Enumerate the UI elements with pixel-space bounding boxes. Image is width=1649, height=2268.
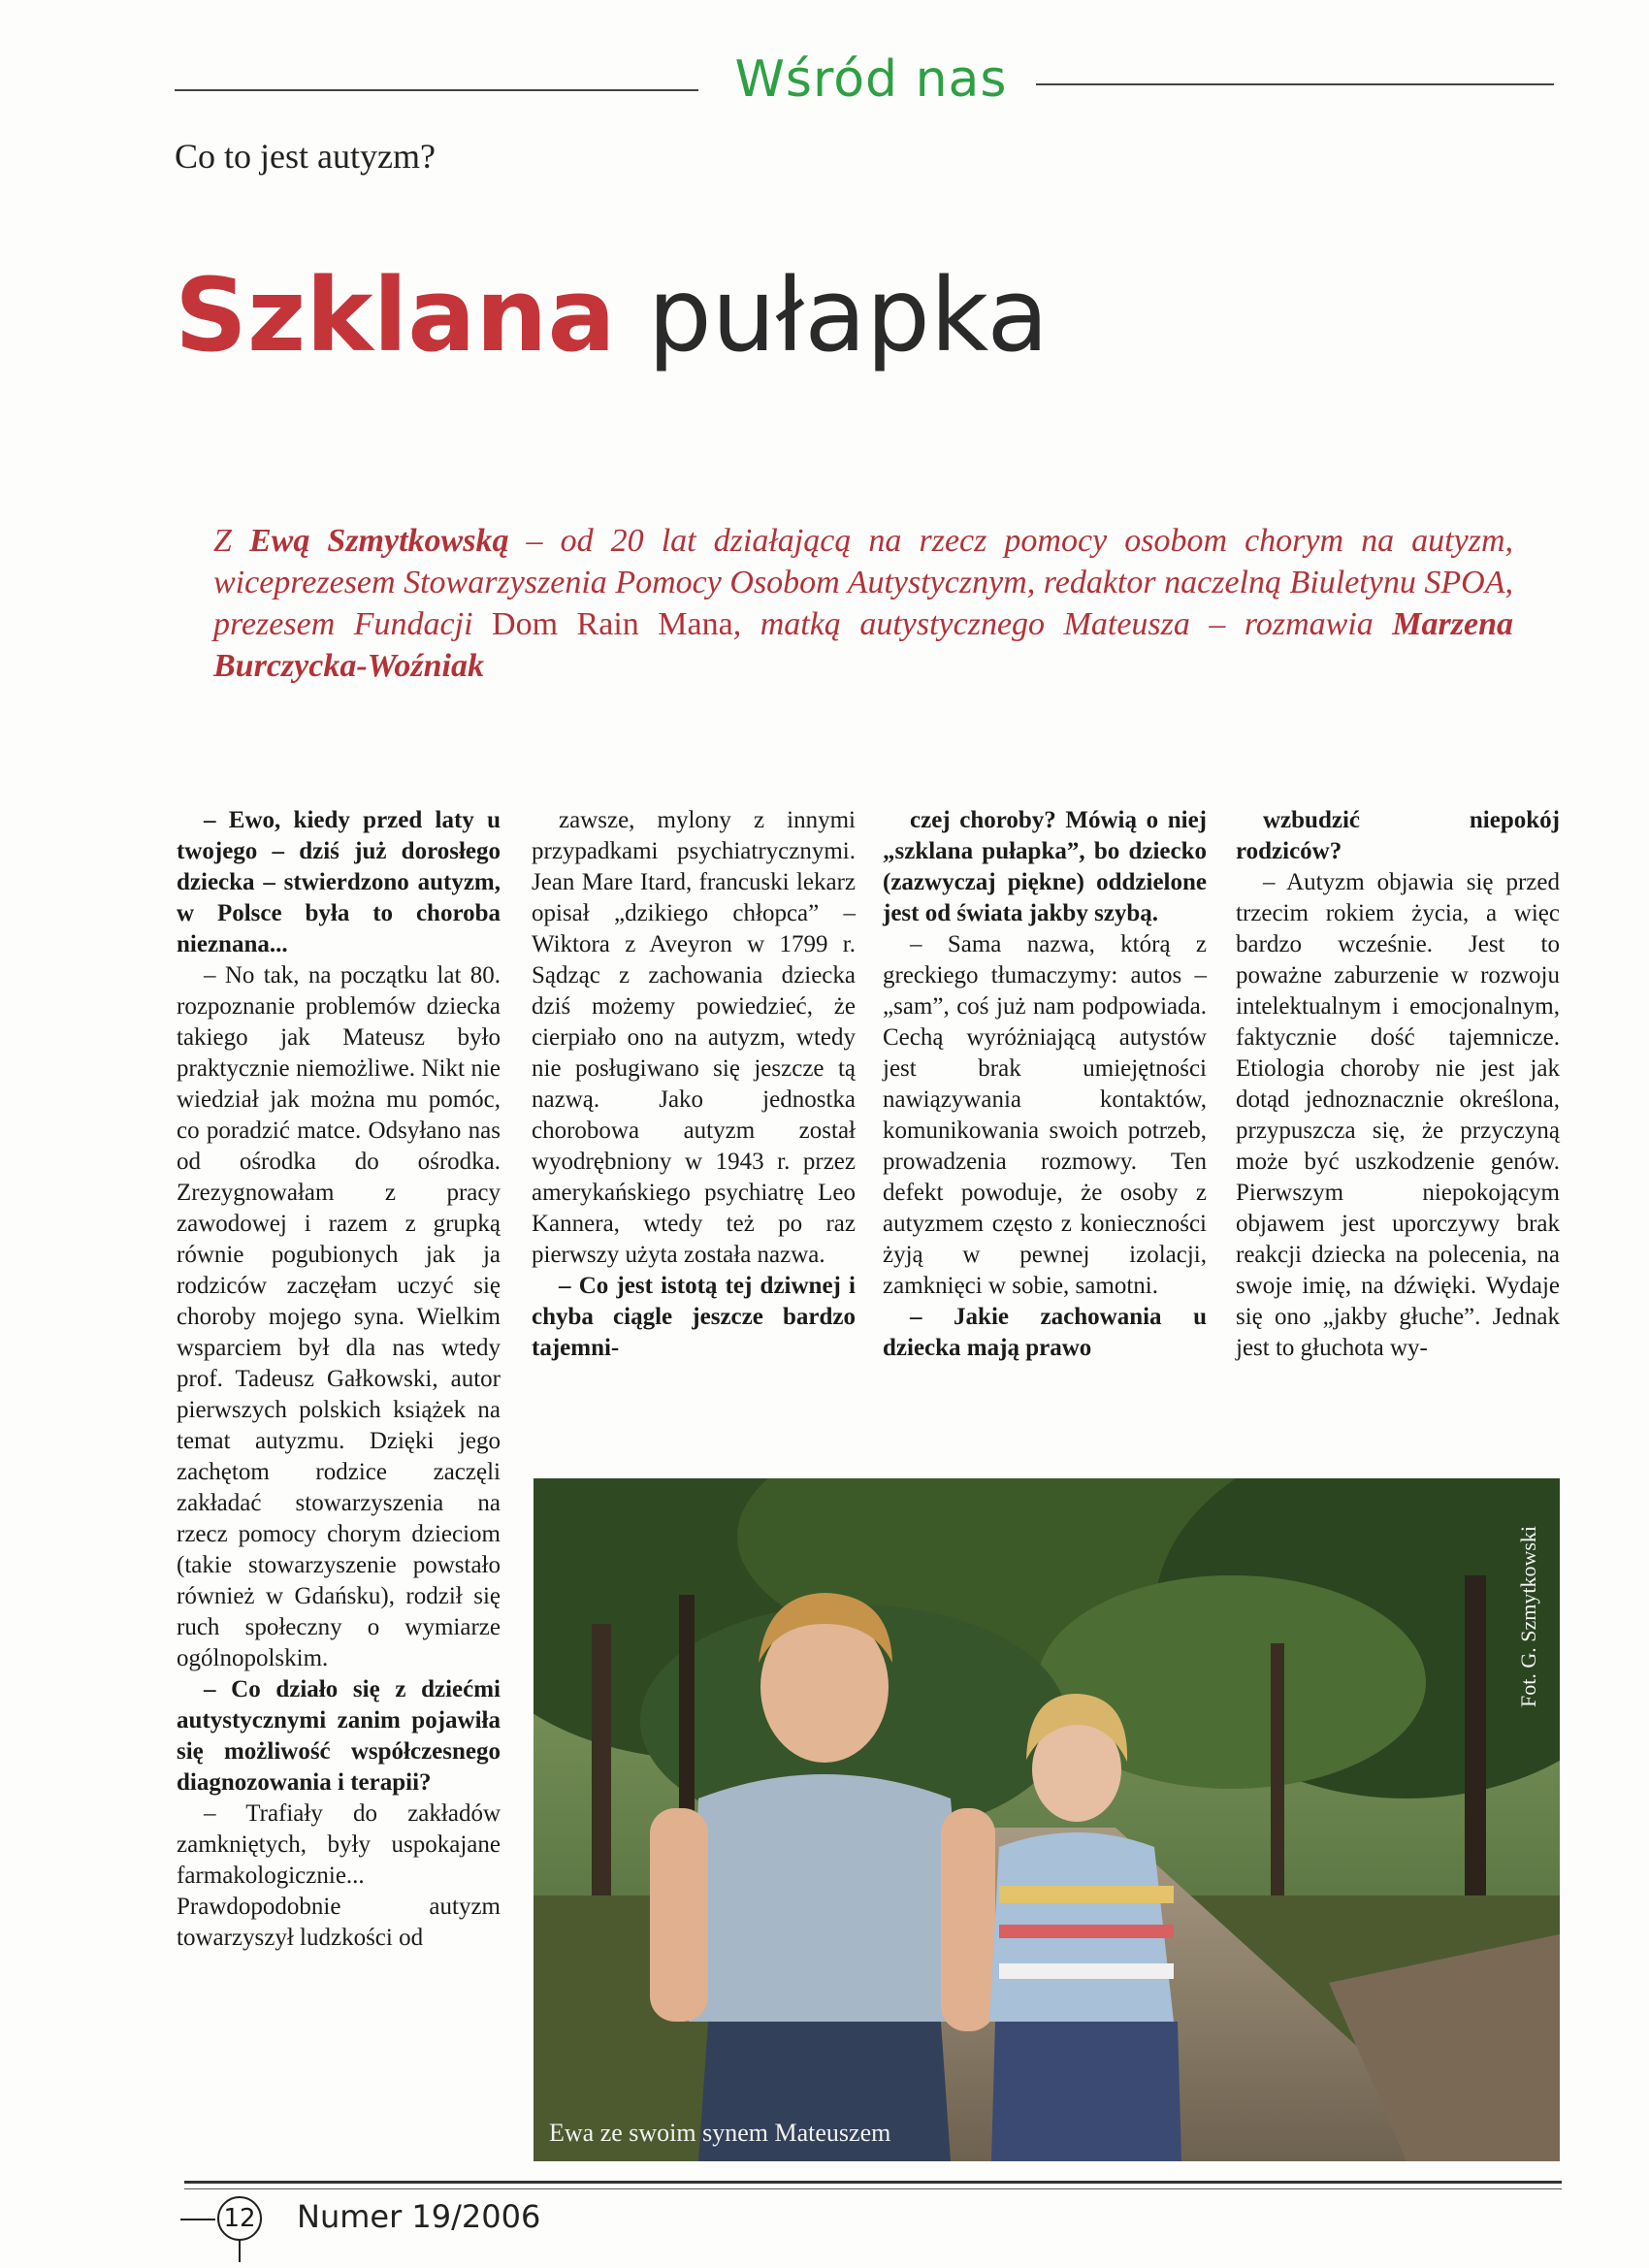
answer-paragraph: – Sama nazwa, którą z greckiego tłumaczymy: autos – „sam”, coś już nam podpowiada. Cechą wyróżniającą autystów jest brak umiejętności nawiązywania kontaktów, komunikowania swoich potrzeb, prowadzenia rozmowy. Ten defekt powoduje, że osoby z autyzmem często z konieczności żyją w pewnej izolacji, zamknięci w sobie, samotni. [883,931,1207,1299]
article-column-4 [1236,805,1560,1364]
lead-s5: , matką autystycznego Mateusza – rozmawia [732,606,1393,642]
headline [175,256,1050,374]
article-photo [534,1478,1560,2161]
page-number-tick [239,2239,241,2262]
issue-label: Numer 19/2006 [297,2198,541,2235]
header-rule-right [1036,83,1554,85]
headline-word-1: Szklana [175,256,616,374]
headline-word-2: pułapka [647,256,1050,374]
kicker: Co to jest autyzm? [175,137,436,176]
article-column-1 [177,805,501,1954]
photo-illustration [534,1478,1560,2161]
photo-credit: Fot. G. Szmytkowski [1516,1525,1540,1707]
question-paragraph: – Co działo się z dziećmi autystycznymi zanim pojawiła się możliwość współczesnego diagnozowania i terapii? [177,1676,501,1796]
answer-paragraph: – Autyzm objawia się przed trzecim rokiem życia, a więc bardzo wcześnie. Jest to poważne zaburzenie w rozwoju intelektualnym i emocjonalnym, faktycznie dość tajemnicze. Etiologia choroby nie jest jak dotąd jednoznacznie określona, przypuszcza się, że przyczyną może być uszkodzenie genów. Pierwszym niepokojącym objawem jest uporczywy brak reakcji dziecka na polecenia, na swoje imię, na dźwięki. Wydaje się ono „jakby głuche”. Jednak jest to głuchota wy- [1236,869,1560,1361]
lead-interviewee: Ewą Szmytkowską [248,523,509,559]
question-paragraph: – Co jest istotą tej dziwnej i chyba ciągle jeszcze bardzo tajemni- [532,1273,856,1361]
article-column-2 [532,805,856,1364]
header-rule-left [175,89,698,91]
question-paragraph: czej choroby? Mówią o niej „szklana pułapka”, bo dziecko (zazwyczaj piękne) oddzielone jest od świata jakby szybą. [883,807,1207,926]
lead-author: Marzena Burczycka-Woźniak [213,606,1513,684]
answer-paragraph: – Trafiały do zakładów zamkniętych, były uspokajane farmakologicznie... Prawdopodobnie autyzm towarzyszył ludzkości od [177,1800,501,1951]
answer-paragraph: – No tak, na początku lat 80. rozpoznanie problemów dziecka takiego jak Mateusz było praktycznie niemożliwe. Nikt nie wiedział jak można mu pomóc, co poradzić matce. Odsyłano nas od ośrodka do ośrodka. Zrezygnowałam z pracy zawodowej i razem z grupką równie pogubionych jak ja rodziców zaczęłam uczyć się choroby mojego syna. Wielkim wsparciem był dla nas wtedy prof. Tadeusz Gałkowski, autor pierwszych polskich książek na temat autyzmu. Dzięki jego zachętom rodzice zaczęli zakładać stowarzyszenia na rzecz pomocy chorym dzieciom (takie stowarzyszenie powstało również w Gdańsku), rodził się ruch społeczny o wymiarze ogólnopolskim. [177,962,501,1671]
page-number-dash [180,2219,215,2220]
footer-rule-thin [184,2188,1562,2189]
page-number: 12 [217,2196,262,2241]
photo-caption: Ewa ze swoim synem Mateuszem [549,2119,891,2147]
footer-rule [184,2181,1562,2184]
question-paragraph: wzbudzić niepokój rodziców? [1236,807,1560,864]
lead-paragraph [213,520,1513,687]
section-title: Wśród nas [734,50,1008,109]
answer-paragraph: zawsze, mylony z innymi przypadkami psychiatrycznymi. Jean Mare Itard, francuski lekarz opisał „dzikiego chłopca” – Wiktora z Aveyron w 1799 r. Sądząc z zachowania dziecka dziś możemy powiedzieć, że cierpiało ono na autyzm, wtedy nie posługiwano się jeszcze tą nazwą. Jako jednostka chorobowa autyzm został wyodrębniony w 1943 r. przez amerykańskiego psychiatrę Leo Kannera, wtedy też po raz pierwszy użyta została nazwa. [532,807,856,1268]
question-paragraph: – Ewo, kiedy przed laty u twojego – dziś już dorosłego dziecka – stwierdzono autyzm, w Polsce była to choroba nieznana... [177,807,501,957]
question-paragraph: – Jakie zachowania u dziecka mają prawo [883,1304,1207,1361]
lead-foundation: Dom Rain Mana [492,606,733,642]
lead-s1: Z [213,523,249,559]
article-column-3 [883,805,1207,1364]
lead-s3: – od 20 lat działającą na rzecz pomocy osobom chorym na autyzm, wiceprezesem Stowarzyszenia Pomocy Osobom Autystycznym, redaktor naczelną Biuletynu SPOA, prezesem Fundacji [213,523,1513,642]
